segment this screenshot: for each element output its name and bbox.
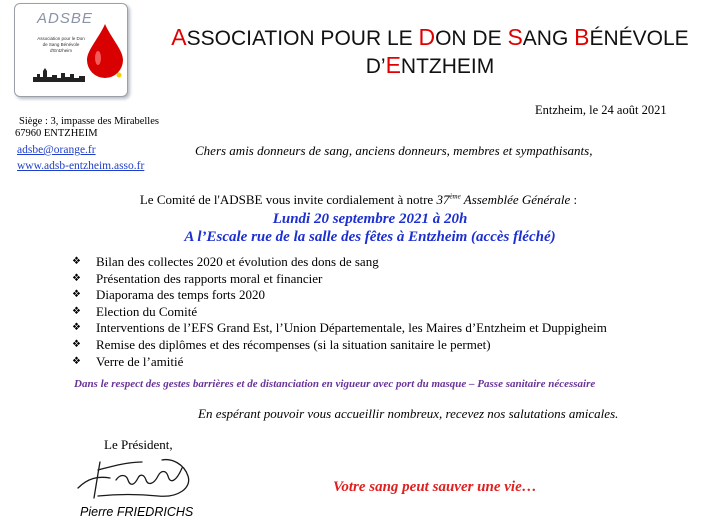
list-item	[72, 287, 607, 304]
diamond-bullet-icon: ❖	[72, 355, 81, 367]
title-text: NTZHEIM	[400, 55, 495, 78]
closing-line: En espérant pouvoir vous accueillir nombreux, recevez nos salutations amicales.	[198, 406, 619, 421]
handwritten-signature-icon	[68, 448, 198, 503]
diamond-bullet-icon: ❖	[72, 322, 81, 334]
agenda-text: Diaporama des temps forts 2020	[96, 287, 265, 303]
president-name: Pierre FRIEDRICHS	[80, 505, 194, 519]
title-initial-d: D	[418, 24, 436, 50]
title-initial-a: A	[171, 24, 187, 50]
invitation-line	[0, 192, 717, 208]
diamond-bullet-icon: ❖	[72, 338, 81, 350]
letter-date: Entzheim, le 24 août 2021	[535, 103, 667, 117]
event-place: A l’Escale rue de la salle des fêtes à Entzheim (accès fléché)	[184, 229, 556, 245]
agenda-list	[72, 254, 607, 370]
website-link[interactable]: www.adsb-entzheim.asso.fr	[17, 160, 145, 172]
agenda-text: Bilan des collectes 2020 et évolution des dons de sang	[96, 254, 379, 269]
invitation-meeting: Assemblée Générale	[460, 192, 571, 207]
title-text: SSOCIATION POUR LE	[186, 27, 419, 50]
blood-drop-icon	[85, 22, 125, 78]
diamond-bullet-icon: ❖	[72, 289, 81, 301]
invitation-prefix: Le Comité de l'ADSBE vous invite cordialement à notre	[139, 192, 437, 207]
list-item	[72, 320, 607, 337]
diamond-bullet-icon: ❖	[72, 272, 81, 284]
list-item	[72, 271, 607, 288]
agenda-text: Interventions de l’EFS Grand Est, l’Union Départementale, les Maires d’Entzheim et Duppigheim	[96, 320, 607, 336]
title-text: D’	[365, 55, 386, 78]
list-item	[72, 304, 607, 321]
slogan: Votre sang peut sauver une vie…	[333, 479, 537, 495]
list-item	[72, 337, 607, 354]
village-skyline-icon	[33, 68, 85, 82]
event-date: Lundi 20 septembre 2021 à 20h	[272, 211, 468, 227]
title-line-1	[150, 24, 710, 52]
title-initial-e: E	[385, 52, 401, 78]
title-text: ON DE	[435, 27, 508, 50]
signature-role: Le Président,	[104, 437, 173, 452]
agenda-text: Verre de l’amitié	[96, 353, 184, 369]
list-item	[72, 254, 607, 271]
invitation-ordinal-suffix: ème	[449, 192, 461, 201]
page-title	[150, 24, 710, 80]
invitation-ordinal: 37	[436, 192, 450, 207]
agenda-text: Présentation des rapports moral et financier	[96, 270, 323, 286]
title-initial-s: S	[507, 24, 523, 50]
title-initial-b: B	[574, 24, 590, 50]
diamond-bullet-icon: ❖	[72, 305, 81, 317]
address-siege: Siège : 3, impasse des Mirabelles	[19, 116, 159, 127]
association-logo	[14, 3, 128, 97]
title-line-2	[150, 52, 710, 80]
logo-subtitle: Association pour le Don de Sang Bénévole d'Entzheim	[37, 36, 85, 53]
logo-acronym: ADSBE	[37, 10, 93, 27]
agenda-text: Remise des diplômes et des récompenses (si la situation sanitaire le permet)	[96, 336, 491, 352]
list-item	[72, 354, 607, 371]
address-postal: 67960 ENTZHEIM	[15, 128, 98, 139]
diamond-bullet-icon: ❖	[72, 256, 81, 267]
agenda-text: Election du Comité	[96, 303, 198, 319]
email-link[interactable]: adsbe@orange.fr	[17, 144, 96, 156]
sanitary-notice: Dans le respect des gestes barrières et de distanciation en vigueur avec port du masque – Passe sanitaire nécessaire	[74, 378, 596, 390]
title-text: ÉNÉVOLE	[589, 27, 689, 50]
greeting: Chers amis donneurs de sang, anciens donneurs, membres et sympathisants,	[195, 143, 593, 158]
title-text: ANG	[522, 27, 575, 50]
invitation-suffix: :	[570, 192, 578, 207]
